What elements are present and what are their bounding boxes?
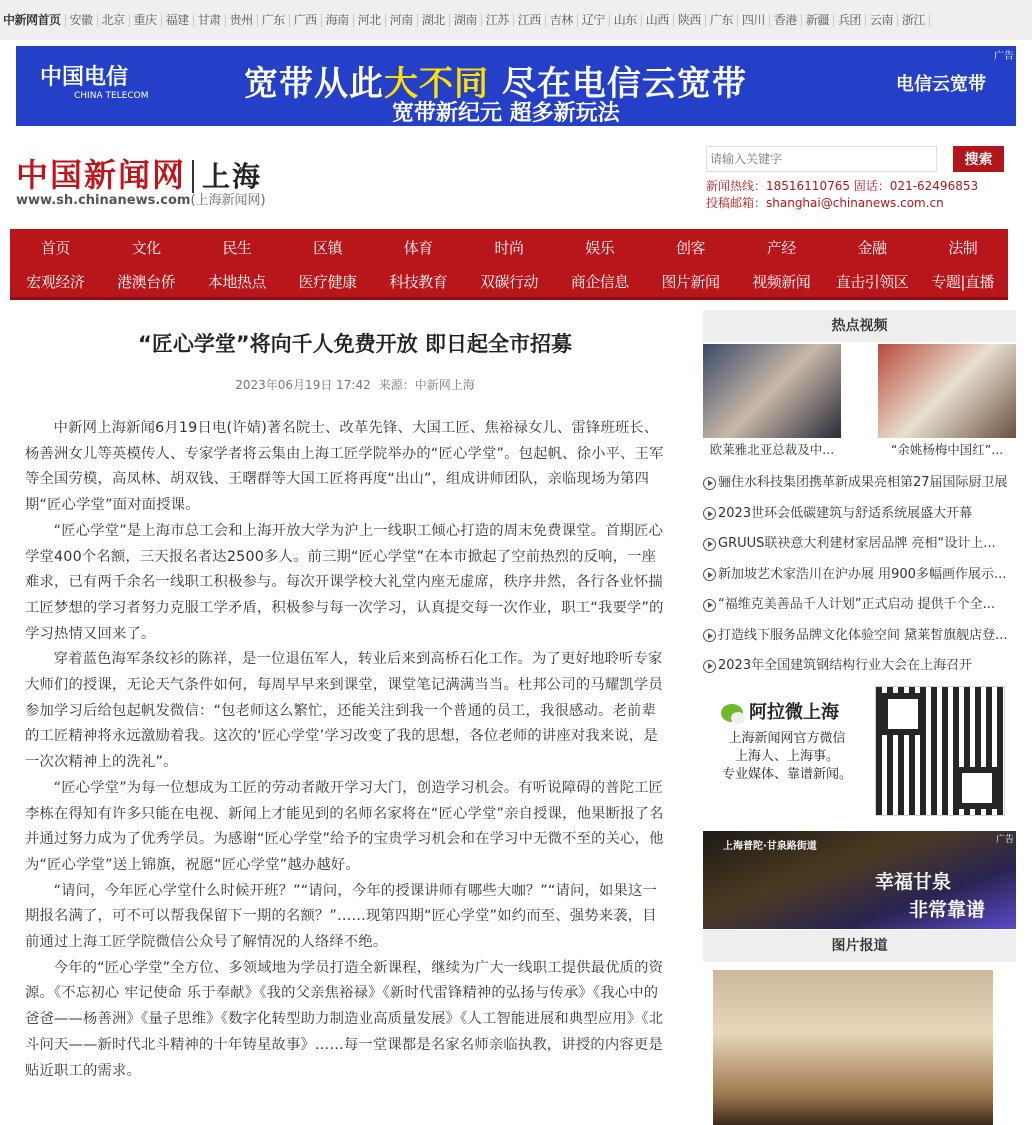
region-link[interactable]: 河北 (354, 14, 386, 27)
article-paragraph: 穿着蓝色海军条纹衫的陈祥，是一位退伍军人，转业后来到高桥石化工作。为了更好地聆听专家大师们的授课，无论天气条件如何，每周早早来到课堂，课堂笔记满满当当。杜邦公司的马耀凯学员参加学习后给包起帆发微信：“包老师这么繁忙，还能关注到我一个普通的员工，我很感动。老前辈的工匠精神将永远激励着我。这次的‘匠心学堂’学习改变了我的思想，各位老师的讲座对我来说，是一次次精神上的洗礼”。 (25, 651, 663, 771)
nav-link[interactable]: 港澳台侨 (117, 272, 176, 291)
play-icon (703, 629, 716, 642)
ad-headline-c: 尽在电信云宽带 (489, 64, 747, 104)
nav-link[interactable]: 区镇 (313, 238, 343, 257)
region-link[interactable]: 陕西 (674, 14, 706, 27)
region-link[interactable]: 吉林 (546, 14, 578, 27)
news-list-item[interactable] (703, 468, 1016, 499)
hot-video-heading: 热点视频 (703, 310, 1016, 342)
news-link[interactable]: 新加坡艺术家浩川在沪办展 用900多幅画作展示... (718, 566, 1007, 582)
site-logo-text: 中国新闻网 (16, 156, 187, 194)
region-link[interactable]: 湖北 (418, 14, 450, 27)
ad-slogan-2: 非常靠谱 (909, 899, 986, 921)
site-url-note: (上海新闻网) (190, 193, 266, 208)
region-link[interactable]: 中新网首页 (3, 14, 66, 27)
region-link[interactable]: 广西 (290, 14, 322, 27)
nav-link[interactable]: 时尚 (494, 238, 524, 257)
nav-link[interactable]: 首页 (40, 238, 70, 257)
ad-slogan-1: 幸福甘泉 (875, 871, 952, 893)
wechat-name (721, 698, 839, 724)
region-link[interactable]: 四川 (738, 14, 770, 27)
article-body (25, 416, 665, 1084)
news-link[interactable]: 2023年全国建筑钢结构行业大会在上海召开 (718, 658, 973, 673)
region-link[interactable]: 江西 (514, 14, 546, 27)
logo-text: 中国电信 (40, 65, 129, 90)
region-link[interactable]: 广东 (258, 14, 290, 27)
news-link[interactable]: GRUUS联袂意大利建材家居品牌 亮相“设计上... (718, 536, 996, 551)
submission-email: 投稿邮箱：shanghai@chinanews.com.cn (706, 196, 944, 210)
article-paragraph: 今年的“匠心学堂”全方位、多领域地为学员打造全新课程，继续为广大一线职工提供最优质的资源。《不忘初心 牢记使命 乐于奉献》《我的父亲焦裕禄》《新时代雷锋精神的弘扬与传承》《我心中的爸爸——杨善洲》《量子思维》《数字化转型助力制造业高质量发展》《人工智能进展和典型应用》《北斗问天——新时代北斗精神的十年铸星故事》……每一堂课都是名家名师亲临执教，讲授的内容更是贴近职工的需求。 (25, 959, 664, 1079)
wechat-line: 上海人、上海事。 (734, 749, 839, 764)
nav-link[interactable]: 体育 (403, 238, 433, 257)
nav-link[interactable]: 宏观经济 (26, 272, 85, 291)
china-telecom-logo (40, 60, 148, 101)
region-link[interactable]: 安徽 (66, 14, 98, 27)
region-link[interactable]: 广东 (706, 14, 738, 27)
region-link[interactable]: 湖南 (450, 14, 482, 27)
hotline: 新闻热线：18516110765 固话：021-62496853 (706, 179, 979, 193)
news-list-item[interactable] (703, 529, 1016, 560)
nav-link[interactable]: 视频新闻 (752, 272, 811, 291)
video-item[interactable] (878, 344, 1016, 458)
news-link[interactable]: 2023世环会低碳建筑与舒适系统展盛大开幕 (718, 505, 973, 521)
nav-link[interactable]: 医疗健康 (298, 272, 357, 291)
site-url-text: www.sh.chinanews.com (16, 193, 191, 208)
region-link[interactable]: 兵团 (834, 14, 866, 27)
article-paragraph: “匠心学堂”是上海市总工会和上海开放大学为沪上一线职工倾心打造的周末免费课堂。首期匠心学堂400个名额，三天报名者达2500多人。前三期“匠心学堂”在本市掀起了空前热烈的反响，一座难求，已有两千余名一线职工积极参与。每次开课学校大礼堂内座无虚席，秩序井然，各行各业怀揣工匠梦想的学习者努力克服工学矛盾，积极参与每一次学习，认真提交每一次作业，职工“我要学”的学习热情又回来了。 (25, 522, 664, 642)
ad-brand: 电信云宽带 (896, 74, 986, 95)
nav-link[interactable]: 创客 (676, 238, 706, 257)
qr-code (875, 686, 1005, 816)
region-link[interactable]: 重庆 (130, 14, 162, 27)
news-list-item[interactable] (703, 621, 1016, 652)
region-link[interactable]: 浙江 (898, 14, 930, 27)
article-source: 来源：中新网上海 (378, 378, 475, 392)
nav-link[interactable]: 产经 (766, 238, 796, 257)
region-link[interactable]: 甘肃 (194, 14, 226, 27)
region-link[interactable]: 山西 (642, 14, 674, 27)
nav-link[interactable]: 金融 (857, 238, 887, 257)
play-icon (703, 568, 716, 581)
region-link[interactable]: 云南 (866, 14, 898, 27)
article-paragraph: “匠心学堂”为每一位想成为工匠的劳动者敞开学习大门，创造学习机会。有听说障碍的普陀工匠李栋在得知有许多只能在电视、新闻上才能见到的名师名家将在“匠心学堂”亲自授课，他果断报了名并通过努力成为了优秀学员。为感谢“匠心学堂”给予的宝贵学习机会和在学习中无微不至的关心，他为“匠心学堂”送上锦旗，祝愿“匠心学堂”越办越好。 (25, 779, 664, 873)
site-url (16, 189, 266, 208)
region-link[interactable]: 福建 (162, 14, 194, 27)
region-link[interactable]: 辽宁 (578, 14, 610, 27)
region-link[interactable]: 北京 (98, 14, 130, 27)
article-title: “匠心学堂”将向千人免费开放 即日起全市招募 (138, 332, 572, 356)
region-link[interactable]: 贵州 (226, 14, 258, 27)
news-link[interactable]: 骊住水科技集团携革新成果亮相第27届国际厨卫展 (718, 475, 1008, 490)
play-icon (703, 660, 716, 673)
news-list-item[interactable] (703, 560, 1016, 591)
news-link[interactable]: “福维克美善品千人计划”正式启动 提供千个全... (718, 597, 995, 612)
nav-link[interactable]: 商企信息 (570, 272, 629, 291)
wechat-line: 上海新闻网官方微信 (728, 731, 846, 746)
ad-headline-b: 大不同 (384, 64, 489, 104)
region-link[interactable]: 香港 (770, 14, 802, 27)
region-link[interactable]: 江苏 (482, 14, 514, 27)
article-date: 2023年06月19日 17:42 (235, 378, 371, 392)
ad-caption: 上海普陀·甘泉路街道 (723, 841, 817, 852)
wechat-desc (717, 730, 857, 784)
video-thumbnail (878, 344, 1016, 438)
region-link[interactable]: 河南 (386, 14, 418, 27)
search-button[interactable]: 搜索 (953, 146, 1004, 172)
video-item[interactable] (703, 344, 841, 458)
logo-en: CHINA TELECOM (74, 91, 149, 101)
news-list-item[interactable] (703, 590, 1016, 621)
news-list (703, 468, 1016, 682)
ad-subline: 宽带新纪元 超多新玩法 (392, 101, 620, 126)
telecom-ad-banner[interactable] (16, 46, 1016, 126)
wechat-name-text: 阿拉微上海 (749, 702, 839, 723)
play-icon (703, 507, 716, 520)
news-link[interactable]: 打造线下服务品牌文化体验空间 黛莱皙旗舰店登... (718, 627, 1008, 643)
region-nav (0, 0, 1032, 40)
nav-link[interactable]: 图片新闻 (661, 272, 720, 291)
contact-info (706, 178, 978, 212)
site-city: 上海 (192, 160, 262, 193)
nav-link[interactable]: 民生 (222, 238, 252, 257)
video-caption: “余姚杨梅中国红”... (890, 442, 1004, 457)
news-list-item[interactable] (703, 499, 1016, 530)
wechat-promo (703, 686, 1016, 816)
search-input[interactable] (706, 146, 937, 172)
news-list-item[interactable] (703, 651, 1016, 682)
article-meta (20, 376, 690, 393)
wechat-line: 专业媒体、靠谱新闻。 (721, 767, 852, 782)
main-nav (10, 229, 1008, 300)
nav-link[interactable]: 科技教育 (389, 272, 448, 291)
nav-link[interactable]: 本地热点 (207, 272, 266, 291)
play-icon (703, 538, 716, 551)
article-paragraph: 中新网上海新闻6月19日电(许婧)著名院士、改革先锋、大国工匠、焦裕禄女儿、雷锋班班长、杨善洲女儿等英模传人、专家学者将云集由上海工匠学院举办的“匠心学堂”。包起帆、徐小平、王军等全国劳模，高凤林、胡双钱、王曙群等大国工匠将再度“出山”，组成讲师团队，亲临现场为第四期“匠心学堂”面对面授课。 (25, 420, 664, 514)
nav-link[interactable]: 直击引领区 (835, 272, 909, 291)
article-paragraph: “请问，今年匠心学堂什么时候开班？”“请问，今年的授课讲师有哪些大咖？”“请问，如果这一期报名满了，可不可以帮我保留下一期的名额？”……现第四期“匠心学堂”如约而至、强势来袭，目前通过上海工匠学院微信公众号了解情况的人络绎不绝。 (25, 882, 658, 951)
wechat-icon (721, 704, 743, 722)
region-link[interactable]: 新疆 (802, 14, 834, 27)
nav-link[interactable]: 专题|直播 (931, 272, 994, 291)
play-icon (703, 477, 716, 490)
play-icon (703, 599, 716, 612)
photo-report-heading: 图片报道 (703, 930, 1016, 962)
region-link[interactable]: 山东 (610, 14, 642, 27)
ganquan-ad[interactable] (703, 831, 1016, 929)
ad-headline-a: 宽带从此 (244, 64, 384, 104)
nav-link[interactable]: 双碳行动 (480, 272, 539, 291)
nav-link[interactable]: 法制 (948, 238, 978, 257)
video-thumbnail (703, 344, 841, 438)
photo-report-image[interactable] (713, 970, 993, 1125)
nav-link[interactable]: 娱乐 (585, 238, 615, 257)
nav-link[interactable]: 文化 (131, 238, 161, 257)
ad-label: 广告 (995, 835, 1014, 845)
ad-label: 广告 (994, 51, 1014, 62)
video-caption: 欧莱雅北亚总裁及中... (709, 442, 835, 457)
region-link[interactable]: 海南 (322, 14, 354, 27)
hot-video-section (703, 310, 1016, 682)
